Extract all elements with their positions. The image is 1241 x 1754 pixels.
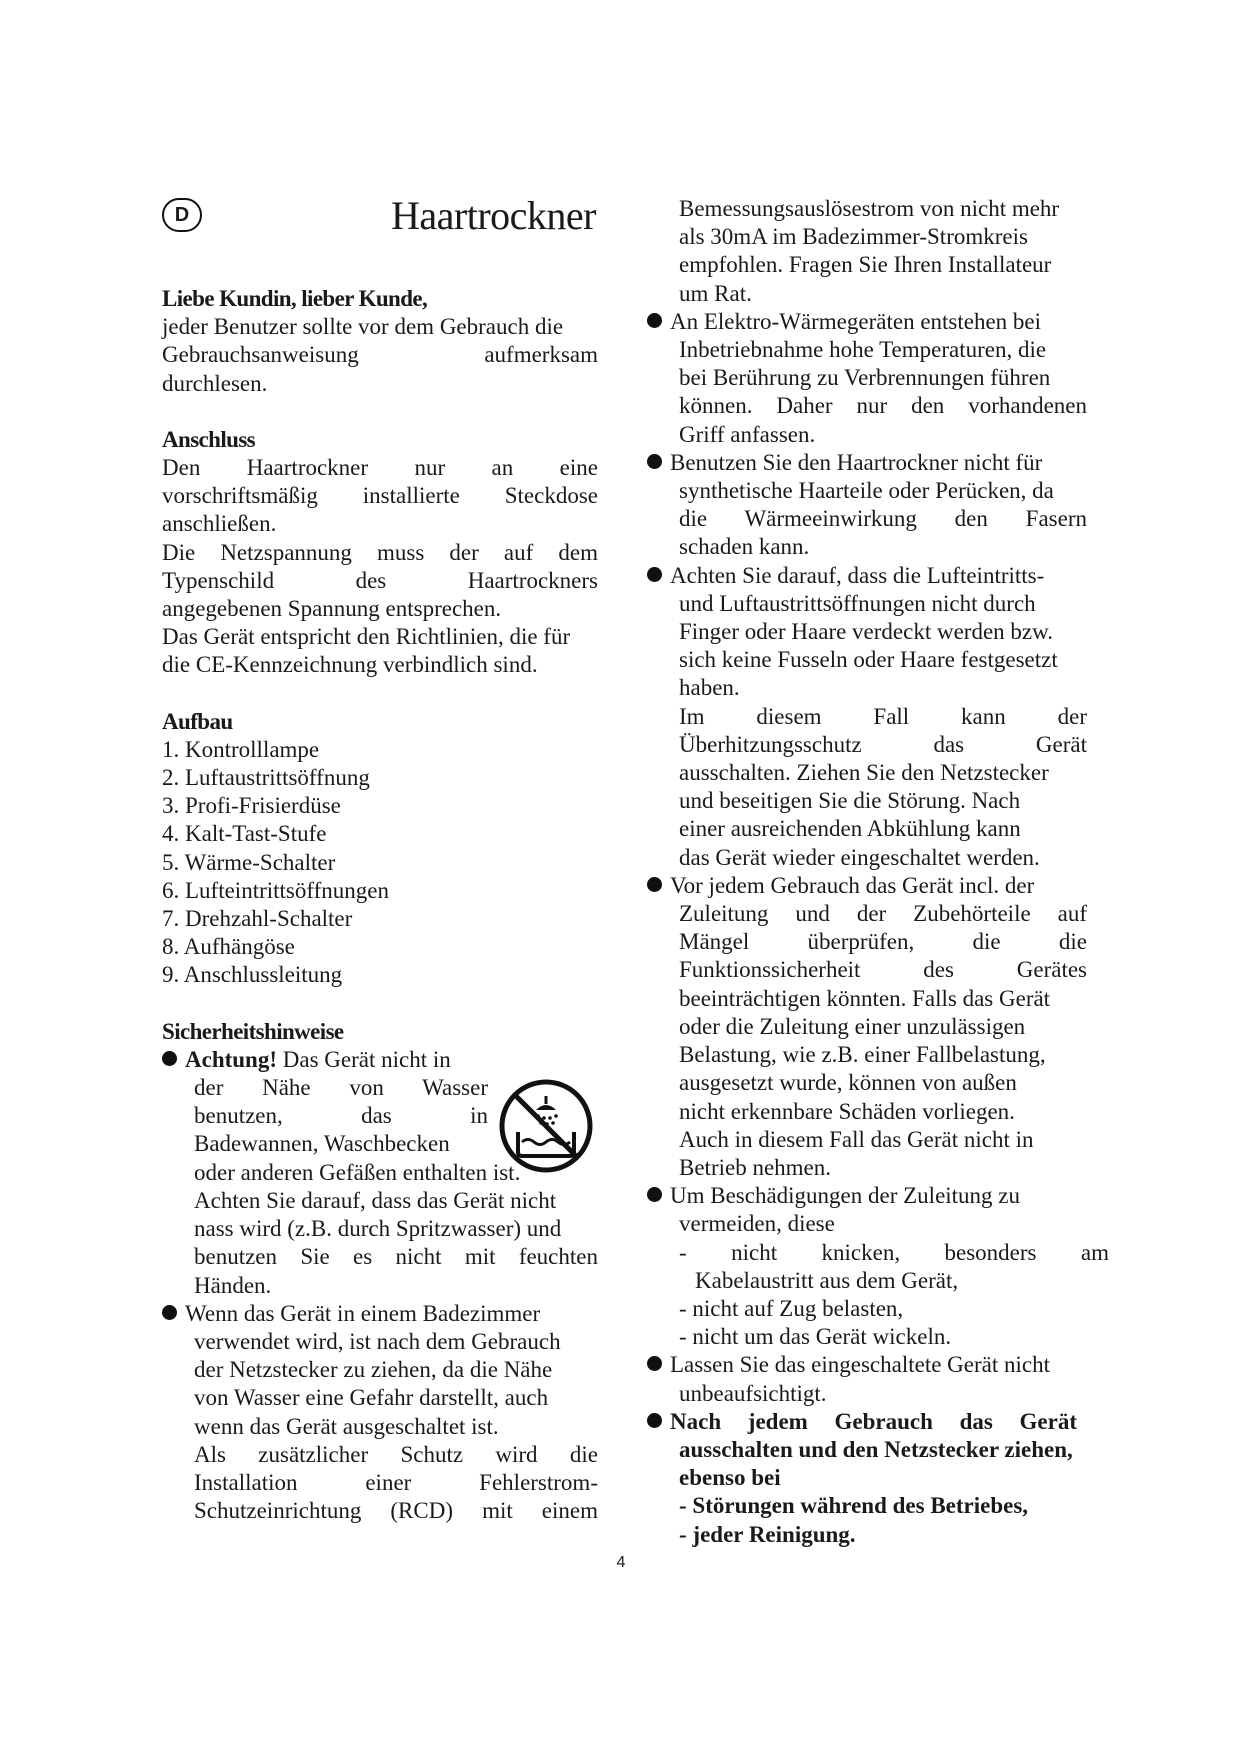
text-span: Lassen Sie das eingeschaltete Gerät nicht bbox=[670, 1352, 1050, 1378]
page-number: 4 bbox=[616, 1554, 626, 1571]
text-line: bei Berührung zu Verbrennungen führen bbox=[679, 365, 1051, 391]
text-line: benutzen, das in bbox=[194, 1103, 488, 1129]
bullet-icon bbox=[647, 1356, 662, 1371]
text-line: ausgesetzt wurde, können von außen bbox=[679, 1070, 1017, 1096]
text-line: Die Netzspannung muss der auf dem bbox=[162, 539, 598, 565]
aufbau-item: 6. Lufteintrittsöffnungen bbox=[162, 877, 389, 903]
text-line: Mängel überprüfen, die die bbox=[679, 929, 1087, 955]
aufbau-item: 8. Aufhängöse bbox=[162, 934, 295, 960]
text-line: vermeiden, diese bbox=[679, 1211, 835, 1237]
text-line: die Wärmeeinwirkung den Fasern bbox=[679, 506, 1087, 532]
text-line: und beseitigen Sie die Störung. Nach bbox=[679, 788, 1021, 814]
dash-item: - nicht um das Gerät wickeln. bbox=[679, 1324, 952, 1350]
text-line: haben. bbox=[679, 675, 740, 701]
bullet-icon bbox=[647, 567, 662, 582]
anschluss-heading: Anschluss bbox=[162, 426, 256, 452]
bullet-icon bbox=[162, 1051, 177, 1066]
text-line: beeinträchtigen könnten. Falls das Gerät bbox=[679, 985, 1051, 1011]
text-line: und Luftaustrittsöffnungen nicht durch bbox=[679, 590, 1036, 616]
text-line: von Wasser eine Gefahr darstellt, auch bbox=[194, 1385, 549, 1411]
bullet-icon bbox=[647, 313, 662, 328]
text-line: Auch in diesem Fall das Gerät nicht in bbox=[679, 1126, 1034, 1152]
text-line: als 30mA im Badezimmer-Stromkreis bbox=[679, 224, 1028, 250]
text-line: synthetische Haarteile oder Perücken, da bbox=[679, 478, 1054, 504]
dash-item: - nicht auf Zug belasten, bbox=[679, 1295, 904, 1321]
page-title: Haartrockner bbox=[391, 193, 596, 238]
text-line: wenn das Gerät ausgeschaltet ist. bbox=[194, 1413, 499, 1439]
text-span: Das Gerät nicht in bbox=[277, 1046, 451, 1072]
bullet-icon bbox=[647, 1413, 662, 1428]
no-water-warning-icon bbox=[496, 1076, 596, 1176]
text-span: Benutzen Sie den Haartrockner nicht für bbox=[670, 449, 1043, 475]
text-line: um Rat. bbox=[679, 280, 752, 306]
text-span: An Elektro-Wärmegeräten entstehen bei bbox=[670, 308, 1042, 334]
aufbau-item: 4. Kalt-Tast-Stufe bbox=[162, 821, 327, 847]
text-span: Um Beschädigungen der Zuleitung zu bbox=[670, 1183, 1021, 1209]
text-line: die CE-Kennzeichnung verbindlich sind. bbox=[162, 652, 538, 678]
dash-item: - jeder Reinigung. bbox=[679, 1521, 856, 1547]
aufbau-item: 3. Profi-Frisierdüse bbox=[162, 793, 341, 819]
language-badge: D bbox=[162, 198, 202, 232]
text-line: oder die Zuleitung einer unzulässigen bbox=[679, 1013, 1026, 1039]
text-line: einer ausreichenden Abkühlung kann bbox=[679, 816, 1021, 842]
text-line: empfohlen. Fragen Sie Ihren Installateur bbox=[679, 252, 1052, 278]
right-column bbox=[647, 195, 1109, 1549]
text-line: Badewannen, Waschbecken bbox=[194, 1131, 450, 1157]
text-line: Betrieb nehmen. bbox=[679, 1154, 832, 1180]
text-line: Bemessungsauslösestrom von nicht mehr bbox=[679, 196, 1060, 221]
achtung-label: Achtung! bbox=[185, 1046, 278, 1072]
text-span: Nach jedem Gebrauch das Gerät bbox=[670, 1408, 1077, 1434]
text-line: Achten Sie darauf, dass das Gerät nicht bbox=[194, 1187, 557, 1213]
text-line: der Netzstecker zu ziehen, da die Nähe bbox=[194, 1357, 553, 1383]
text-line: vorschriftsmäßig installierte Steckdose bbox=[162, 483, 598, 509]
dash-item: - Störungen während des Betriebes, bbox=[679, 1493, 1029, 1519]
text-line: Das Gerät entspricht den Richtlinien, die für bbox=[162, 624, 571, 650]
greeting-heading: Liebe Kundin, lieber Kunde, bbox=[162, 286, 428, 311]
text-line: Im diesem Fall kann der bbox=[679, 703, 1087, 729]
aufbau-item: 9. Anschlussleitung bbox=[162, 962, 343, 988]
text-line: Überhitzungsschutz das Gerät bbox=[679, 731, 1087, 757]
text-line: schaden kann. bbox=[679, 534, 810, 560]
text-span: Vor jedem Gebrauch das Gerät incl. der bbox=[670, 872, 1035, 898]
text-line: verwendet wird, ist nach dem Gebrauch bbox=[194, 1328, 561, 1354]
aufbau-item: 1. Kontrolllampe bbox=[162, 736, 320, 762]
text-line: Zuleitung und der Zubehörteile auf bbox=[679, 901, 1087, 927]
text-line: Funktionssicherheit des Gerätes bbox=[679, 957, 1087, 983]
text-line: Kabelaustritt aus dem Gerät, bbox=[695, 1267, 959, 1293]
text-line: können. Daher nur den vorhandenen bbox=[679, 393, 1087, 419]
text-span: Wenn das Gerät in einem Badezimmer bbox=[185, 1300, 541, 1326]
text-line: ausschalten und den Netzstecker ziehen, bbox=[679, 1436, 1073, 1462]
aufbau-item: 7. Drehzahl-Schalter bbox=[162, 906, 353, 932]
text-line: das Gerät wieder eingeschaltet werden. bbox=[679, 844, 1040, 870]
aufbau-item: 2. Luftaustrittsöffnung bbox=[162, 765, 370, 791]
text-line: Inbetriebnahme hohe Temperaturen, die bbox=[679, 337, 1047, 363]
text-line: oder anderen Gefäßen enthalten ist. bbox=[194, 1159, 521, 1185]
text-line: Gebrauchsanweisung aufmerksam bbox=[162, 342, 598, 368]
text-line: anschließen. bbox=[162, 511, 277, 537]
bullet-icon bbox=[647, 877, 662, 892]
text-line: benutzen Sie es nicht mit feuchten bbox=[194, 1244, 598, 1270]
bullet-icon bbox=[647, 454, 662, 469]
text-line: Installation einer Fehlerstrom- bbox=[194, 1469, 598, 1495]
text-line: unbeaufsichtigt. bbox=[679, 1380, 827, 1406]
text-line: Schutzeinrichtung (RCD) mit einem bbox=[194, 1498, 598, 1524]
text-line: angegebenen Spannung entsprechen. bbox=[162, 596, 502, 622]
aufbau-heading: Aufbau bbox=[162, 708, 233, 734]
text-line: der Nähe von Wasser bbox=[194, 1075, 488, 1101]
text-line: Als zusätzlicher Schutz wird die bbox=[194, 1441, 598, 1467]
text-line: nass wird (z.B. durch Spritzwasser) und bbox=[194, 1216, 562, 1242]
aufbau-item: 5. Wärme-Schalter bbox=[162, 849, 336, 875]
text-line: Typenschild des Haartrockners bbox=[162, 567, 598, 593]
text-line: Händen. bbox=[194, 1272, 272, 1298]
text-line: nicht erkennbare Schäden vorliegen. bbox=[679, 1098, 1015, 1124]
text-line: Griff anfassen. bbox=[679, 421, 816, 447]
text-line: durchlesen. bbox=[162, 370, 268, 396]
text-span: Achten Sie darauf, dass die Lufteintritts- bbox=[670, 562, 1045, 588]
text-line: Belastung, wie z.B. einer Fallbelastung, bbox=[679, 1042, 1046, 1068]
text-line: sich keine Fusseln oder Haare festgesetzt bbox=[679, 647, 1058, 673]
text-line: ausschalten. Ziehen Sie den Netzstecker bbox=[679, 760, 1049, 786]
bullet-icon bbox=[162, 1305, 177, 1320]
text-line: Den Haartrockner nur an eine bbox=[162, 455, 598, 481]
left-column bbox=[162, 285, 598, 1525]
bullet-icon bbox=[647, 1187, 662, 1202]
text-line: jeder Benutzer sollte vor dem Gebrauch die bbox=[162, 314, 564, 340]
text-line: Finger oder Haare verdeckt werden bzw. bbox=[679, 619, 1053, 645]
dash-item: - nicht knicken, besonders am bbox=[679, 1239, 1109, 1265]
text-line: ebenso bei bbox=[679, 1465, 781, 1491]
sicherheit-heading: Sicherheitshinweise bbox=[162, 1018, 344, 1044]
